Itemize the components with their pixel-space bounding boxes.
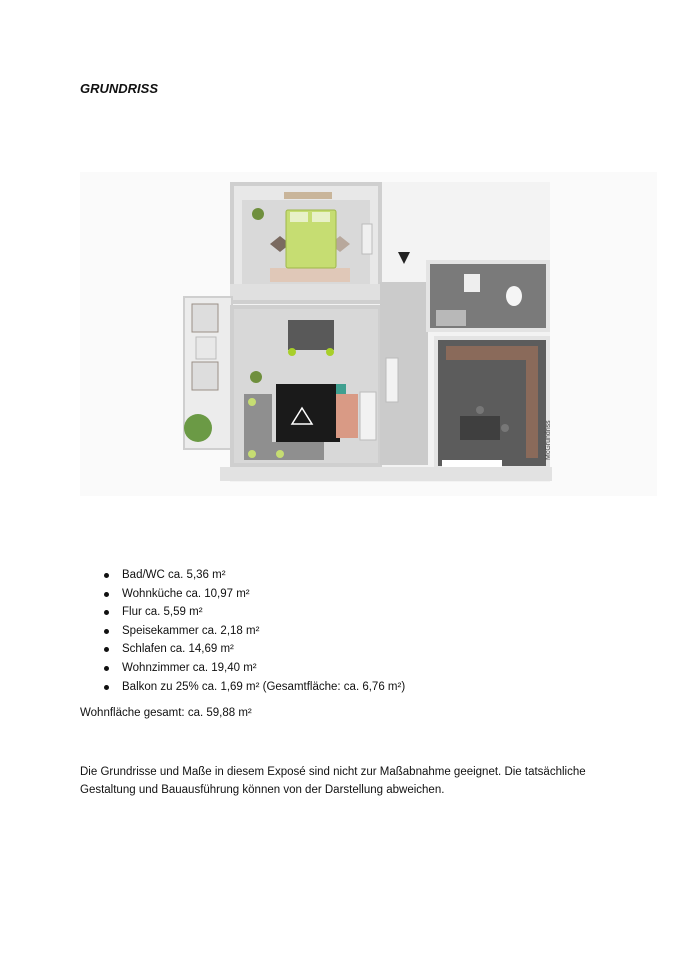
page-heading: GRUNDRISS bbox=[80, 81, 159, 96]
watermark-text: McGrundriss bbox=[545, 420, 552, 460]
room-list bbox=[80, 566, 405, 696]
disclaimer-text: Die Grundrisse und Maße in diesem Exposé sind nicht zur Maßabnahme geeignet. Die tatsächliche Gestaltung und Bauausführung können von der Darstellung abweichen. bbox=[80, 766, 586, 796]
tv-rug bbox=[276, 384, 340, 442]
list-item: Wohnzimmer ca. 19,40 m² bbox=[80, 659, 405, 678]
list-item: Schlafen ca. 14,69 m² bbox=[80, 640, 405, 659]
list-item: Flur ca. 5,59 m² bbox=[80, 603, 405, 622]
list-item: Wohnküche ca. 10,97 m² bbox=[80, 585, 405, 604]
kitchen-table bbox=[460, 416, 500, 440]
total-area: Wohnfläche gesamt: ca. 59,88 m² bbox=[80, 707, 252, 719]
floorplan-drawing bbox=[80, 172, 657, 496]
list-item: Bad/WC ca. 5,36 m² bbox=[80, 566, 405, 585]
list-item: Balkon zu 25% ca. 1,69 m² (Gesamtfläche: ca. 6,76 m²) bbox=[80, 678, 405, 697]
floorplan-image bbox=[80, 172, 657, 496]
list-item: Speisekammer ca. 2,18 m² bbox=[80, 622, 405, 641]
balcony-plant bbox=[184, 414, 212, 442]
